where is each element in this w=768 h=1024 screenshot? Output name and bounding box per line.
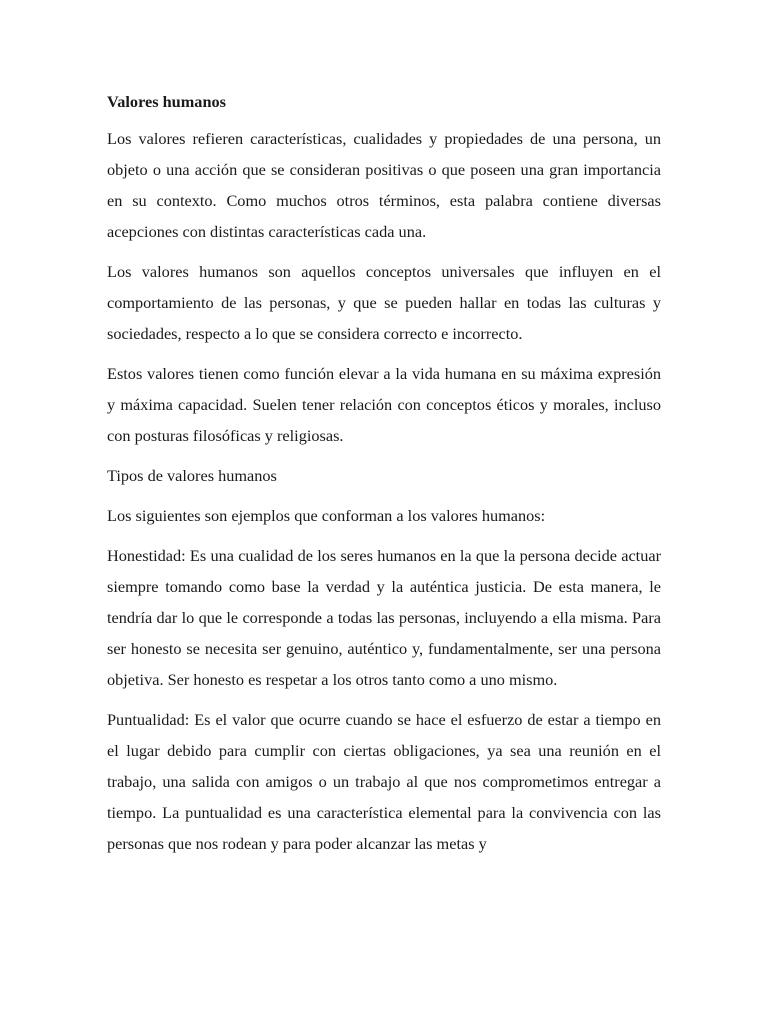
paragraph-function: Estos valores tienen como función elevar a la vida humana en su máxima expresión y máxima capacidad. Suelen tener relación con conceptos éticos y morales, incluso con posturas filosóficas y religiosas. [107, 364, 661, 445]
document-title: Valores humanos [107, 92, 226, 111]
document-page [107, 88, 661, 868]
section-heading-types: Tipos de valores humanos [107, 466, 277, 485]
paragraph-honesty: Honestidad: Es una cualidad de los seres humanos en la que la persona decide actuar siempre tomando como base la verdad y la auténtica justicia. De esta manera, le tendría dar lo que le corresponde a todas las personas, incluyendo a ella misma. Para ser honesto se necesita ser genuino, auténtico y, fundamentalmente, ser una persona objetiva. Ser honesto es respetar a los otros tanto como a uno mismo. [107, 546, 661, 689]
paragraph-punctuality: Puntualidad: Es el valor que ocurre cuando se hace el esfuerzo de estar a tiempo en el lugar debido para cumplir con ciertas obligaciones, ya sea una reunión en el trabajo, una salida con amigos o un trabajo al que nos comprometimos entregar a tiempo. La puntualidad es una característica elemental para la convivencia con las personas que nos rodean y para poder alcanzar las metas y [107, 710, 661, 853]
paragraph-examples-intro: Los siguientes son ejemplos que conforman a los valores humanos: [107, 506, 546, 525]
paragraph-definition: Los valores refieren características, cualidades y propiedades de una persona, un objeto o una acción que se consideran positivas o que poseen una gran importancia en su contexto. Como muchos otros términos, esta palabra contiene diversas acepciones con distintas características cada una. [107, 129, 661, 241]
paragraph-human-values: Los valores humanos son aquellos conceptos universales que influyen en el comportamiento de las personas, y que se pueden hallar en todas las culturas y sociedades, respecto a lo que se considera correcto e incorrecto. [107, 262, 661, 343]
